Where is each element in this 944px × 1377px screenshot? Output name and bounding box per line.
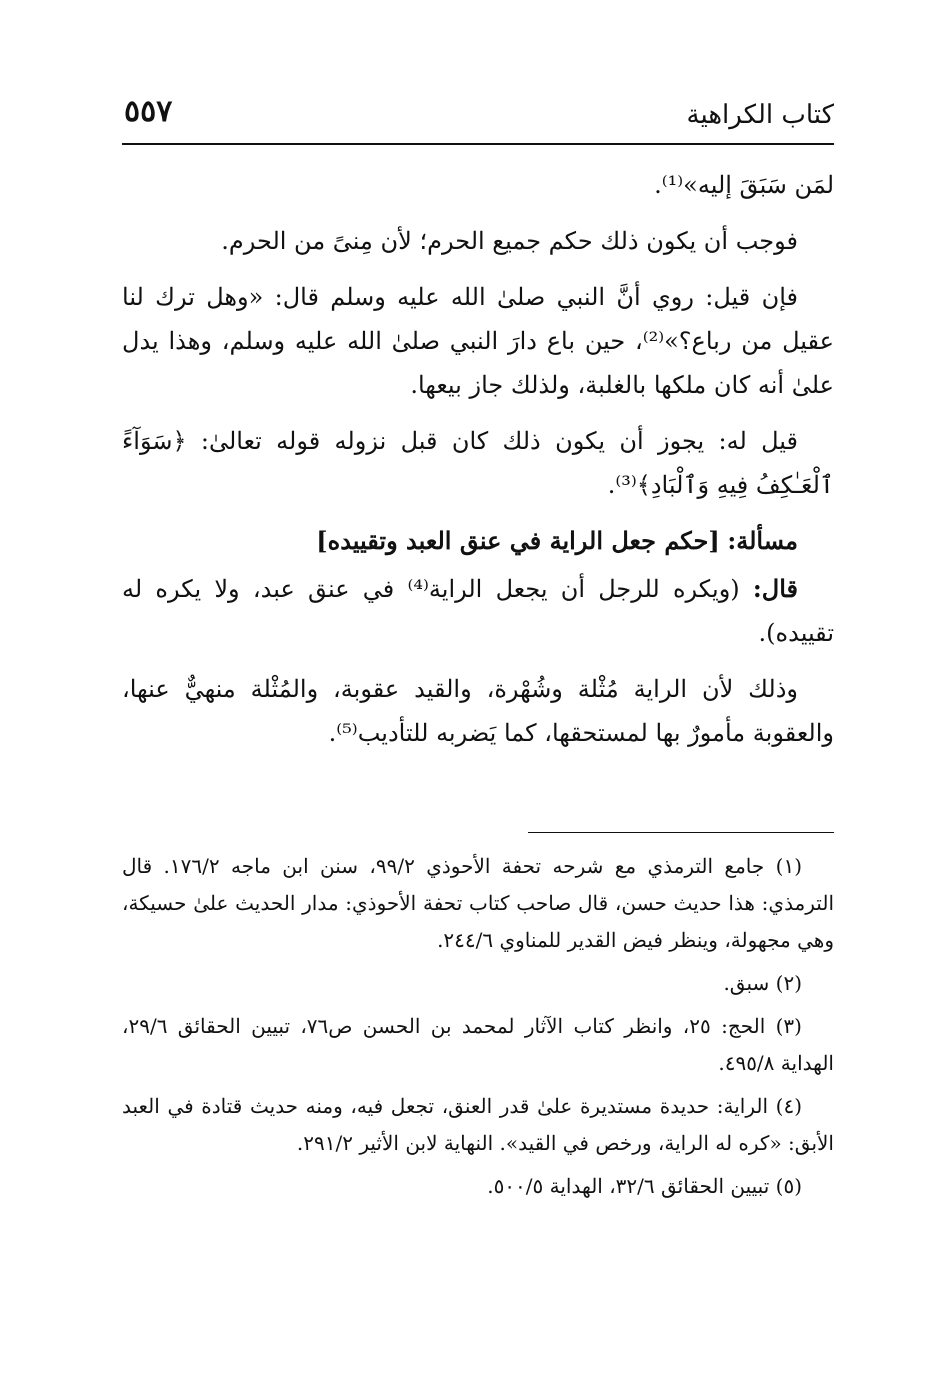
paragraph-3: فإن قيل: روي أنَّ النبي صلىٰ الله عليه وسلم قال: «وهل ترك لنا عقيل من رباع؟»⁽²⁾، حين باع دارَ النبي صلىٰ الله عليه وسلم، وهذا يدل علىٰ أنه كان ملكها بالغلبة، ولذلك جاز بيعها. <box>122 283 834 399</box>
qal-text: (ويكره للرجل أن يجعل الراية⁽⁴⁾ في عنق عبد، ولا يكره له تقييده). <box>122 575 834 647</box>
footnote-4: (٤) الراية: حديدة مستديرة علىٰ قدر العنق، تجعل فيه، ومنه حديث قتادة في العبد الأبق: «كره له الراية، ورخص في القيد». النهاية لابن الأثير ٢٩١/٢. <box>122 1094 834 1155</box>
page-number: ٥٥٧ <box>124 94 173 129</box>
footnote-3: (٣) الحج: ٢٥، وانظر كتاب الآثار لمحمد بن الحسن ص٧٦، تبيين الحقائق ٢٩/٦، الهداية ٤٩٥/٨. <box>122 1014 834 1075</box>
footnote-1: (١) جامع الترمذي مع شرحه تحفة الأحوذي ٩٩/٢، سنن ابن ماجه ١٧٦/٢. قال الترمذي: هذا حديث حسن، قال صاحب كتاب تحفة الأحوذي: مدار الحديث علىٰ حسيكة، وهي مجهولة، وينظر فيض القدير للمناوي ٢٤٤/٦. <box>122 854 834 952</box>
footnote-5: (٥) تبيين الحقائق ٣٢/٦، الهداية ٥٠٠/٥. <box>487 1174 802 1198</box>
paragraph-2: فوجب أن يكون ذلك حكم جميع الحرم؛ لأن مِنىً من الحرم. <box>221 227 798 255</box>
header-divider <box>122 143 834 145</box>
qal-paragraph <box>122 567 834 655</box>
footnote-divider <box>528 832 834 833</box>
masala-label: مسألة: <box>727 526 798 555</box>
qal-label: قال: <box>752 574 798 603</box>
paragraph-5: وذلك لأن الراية مُثْلة وشُهْرة، والقيد عقوبة، والمُثْلة منهيٌّ عنها، والعقوبة مأمورٌ بها لمستحقها، كما يَضربه للتأديب⁽⁵⁾. <box>122 675 834 747</box>
main-text <box>122 163 834 767</box>
chapter-title: كتاب الكراهية <box>686 100 834 130</box>
paragraph-1: لمَن سَبَقَ إليه»⁽¹⁾. <box>654 171 834 199</box>
masala-title: [حكم جعل الراية في عنق العبد وتقييده] <box>316 526 720 555</box>
masala-heading <box>122 519 834 563</box>
paragraph-4: قيل له: يجوز أن يكون ذلك كان قبل نزوله قوله تعالىٰ: ﴿سَوَآءً ٱلْعَـٰكِفُ فِيهِ وَٱلْبَادِ﴾⁽³⁾. <box>122 427 834 499</box>
footnote-2: (٢) سبق. <box>723 971 802 995</box>
footnotes <box>122 848 834 1211</box>
running-header <box>122 92 834 140</box>
